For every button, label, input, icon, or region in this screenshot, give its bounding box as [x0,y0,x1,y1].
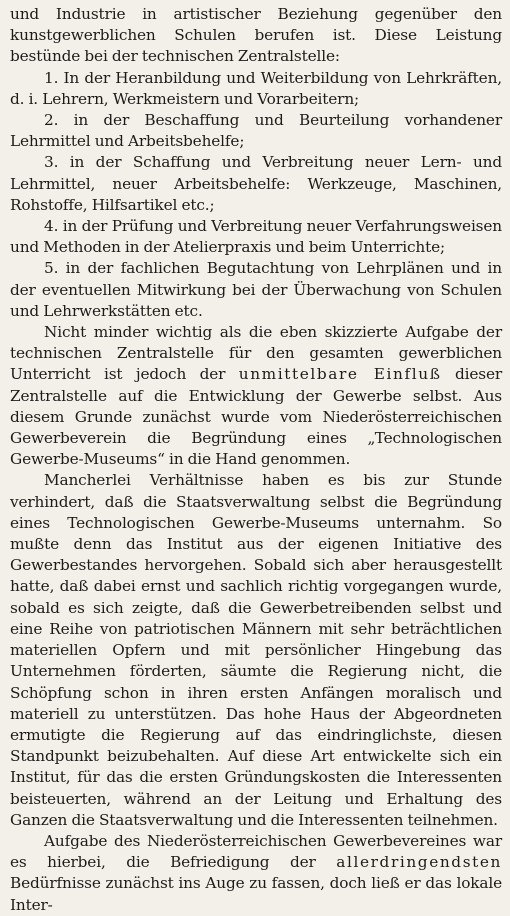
list-item-2: 2. in der Beschaffung und Beurteilung vorhandener Lehrmittel und Arbeitsbehelfe; [10,111,502,151]
intro-paragraph: und Industrie in artistischer Beziehung gegenüber den kunstgewerblichen Schulen berufen ist. Diese Leistung bestünde bei der technischen Zentralstelle: [10,5,502,66]
emphasized-text: allerdringendsten [336,853,502,872]
paragraph-association-task [10,831,502,916]
list-item-3: 3. in der Schaffung und Verbreitung neuer Lern- und Lehrmittel, neuer Arbeitsbehelfe: Werkzeuge, Maschinen, Rohstoffe, Hilfsartikel etc.; [10,153,502,214]
paragraph-text: Nicht minder wichtig als die eben skizzierte Aufgabe der technischen Zentralstelle für den gesamten gewerblichen Unterricht ist jedoch der [10,323,502,384]
paragraph-museum-history: Mancherlei Verhältnisse haben es bis zur Stunde verhindert, daß die Staatsverwaltung selbst die Begründung eines Technologischen Gewerbe-Museums unternahm. So mußte denn das Institut aus der eigenen Initiative des Gewerbestandes hervorgehen. Sobald sich aber herausgestellt hatte, daß dabei ernst und sachlich richtig vorgegangen wurde, sobald es sich zeigte, daß die Gewerbetreibenden selbst und eine Reihe von patriotischen Männern mit sehr beträchtlichen materiellen Opfern und mit persönlicher Hingebung das Unternehmen förderten, säumte die Regierung nicht, die Schöpfung schon in ihren ersten Anfängen moralisch und materiell zu unterstützen. Das hohe Haus der Abgeordneten ermutigte die Regierung auf das eindringlichste, diesen Standpunkt beizubehalten. Auf diese Art entwickelte sich ein Institut, für das die ersten Gründungskosten die Interessenten beisteuerten, während an der Leitung und Erhaltung des Ganzen die Staatsverwaltung und die Interessenten teilnehmen. [10,471,502,829]
paragraph-central-influence [10,322,502,470]
list-item-5: 5. in der fachlichen Begutachtung von Lehrplänen und in der eventuellen Mitwirkung bei der Überwachung von Schulen und Lehrwerkstätten etc. [10,259,502,320]
list-item-4: 4. in der Prüfung und Verbreitung neuer Verfahrungsweisen und Methoden in der Atelierpraxis und beim Unterrichte; [10,217,502,257]
list-item-1: 1. In der Heranbildung und Weiterbildung von Lehrkräften, d. i. Lehrern, Werkmeistern und Vorarbeitern; [10,68,502,108]
paragraph-text: Bedürfnisse zunächst ins Auge zu fassen, doch ließ er das lokale Inter- [10,874,502,914]
paragraph-text: dieser Zentralstelle auf die Entwicklung der Gewerbe selbst. Aus diesem Grunde zunächst wurde vom Niederösterreichischen Gewerbeverein die Begründung eines „Technologischen Gewerbe-Museums“ in die Hand genommen. [10,365,503,469]
paragraph-text: Aufgabe des Niederösterreichischen Gewerbevereines war es hierbei, die Befriedigung der [10,831,502,872]
emphasized-text: unmittelbare Einfluß [238,365,442,384]
